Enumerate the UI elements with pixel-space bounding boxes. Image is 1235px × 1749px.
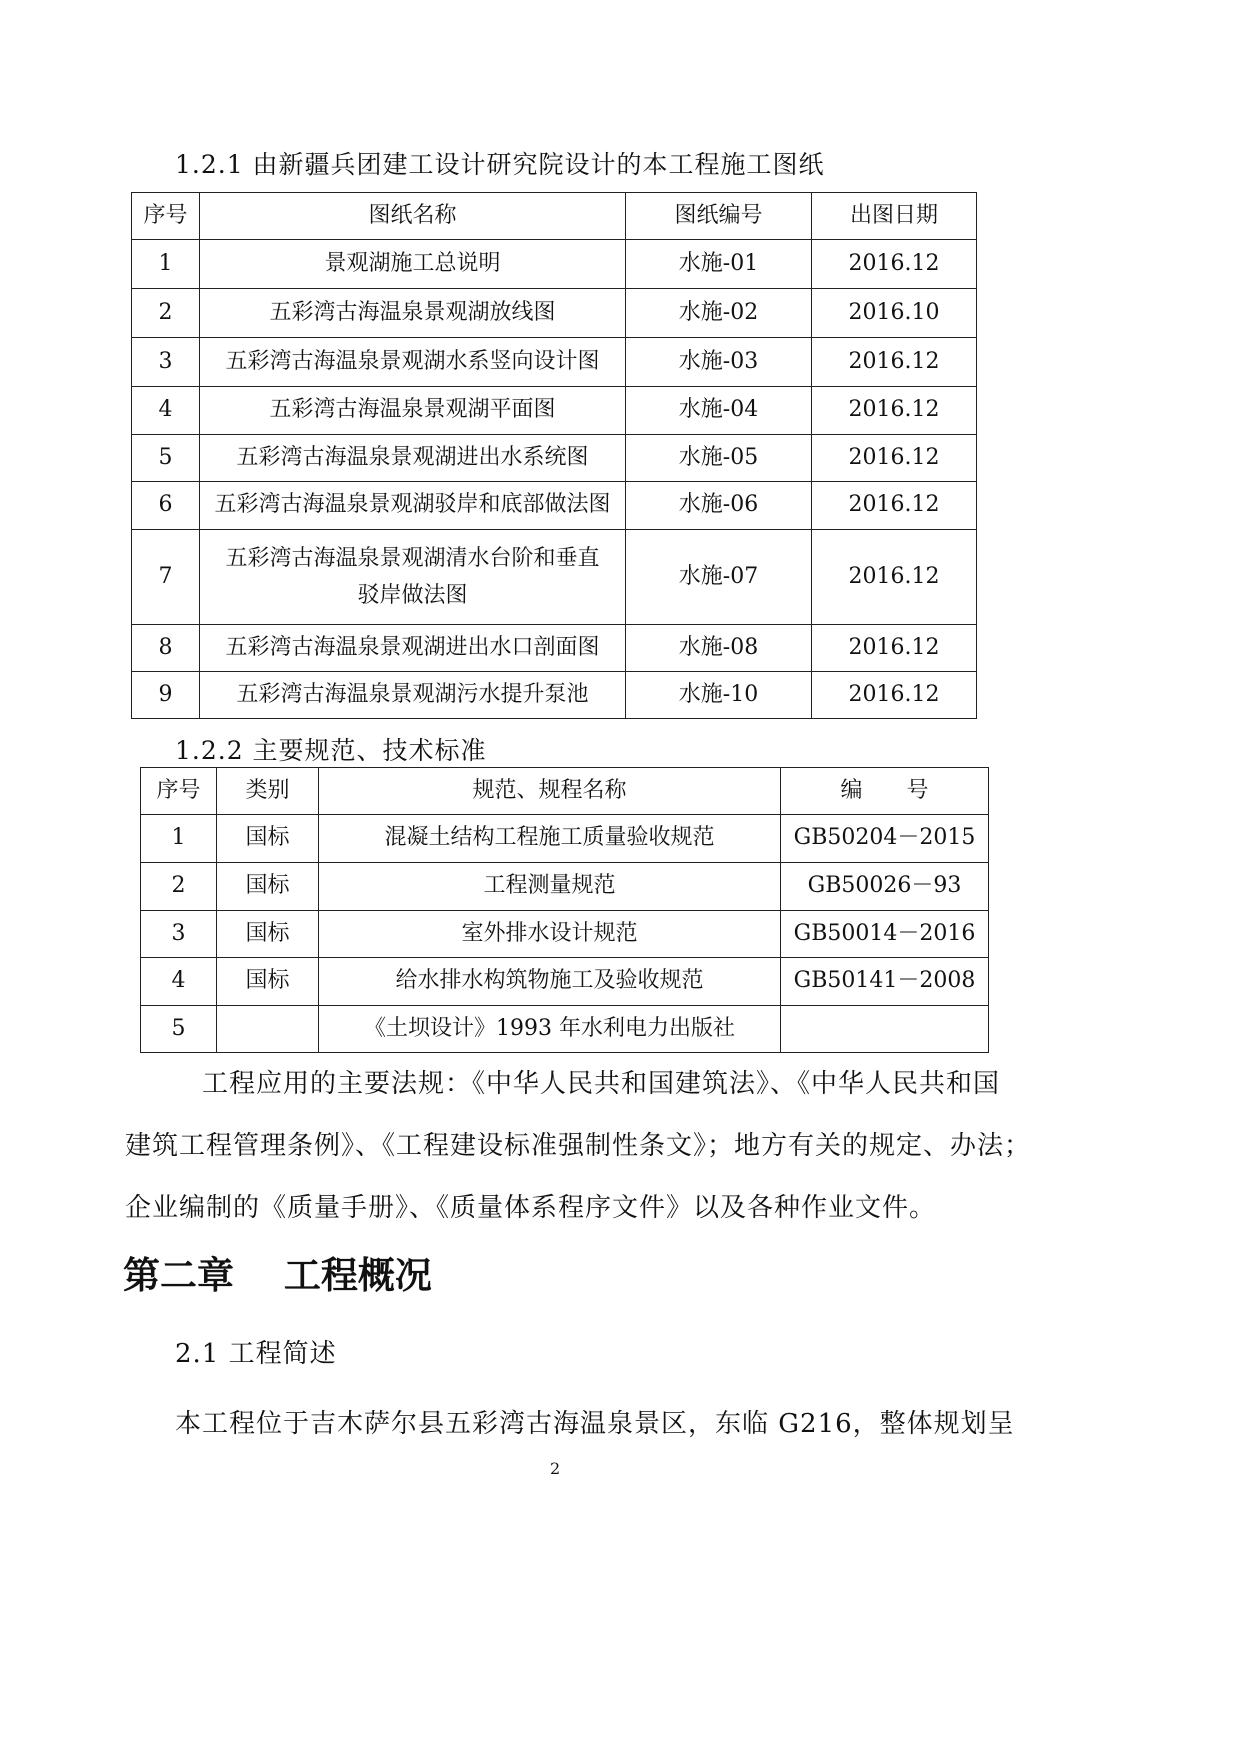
standard-name: 混凝土结构工程施工质量验收规范 bbox=[319, 815, 781, 863]
row-number: 3 bbox=[141, 911, 217, 958]
standards-table bbox=[140, 767, 989, 1053]
drawing-date: 2016.12 bbox=[812, 625, 977, 672]
drawing-code: 水施-03 bbox=[626, 338, 812, 387]
drawing-code: 水施-06 bbox=[626, 482, 812, 530]
drawing-code: 水施-10 bbox=[626, 672, 812, 719]
row-number: 1 bbox=[141, 815, 217, 863]
drawing-date: 2016.12 bbox=[812, 240, 977, 289]
body-text: 本工程位于吉木萨尔县五彩湾古海温泉景区，东临 G216，整体规划呈 bbox=[175, 1409, 1015, 1439]
table-row bbox=[141, 958, 989, 1006]
chapter-heading: 第二章 工程概况 bbox=[123, 1254, 432, 1297]
drawing-date: 2016.12 bbox=[812, 672, 977, 719]
drawing-name: 五彩湾古海温泉景观湖进出水系统图 bbox=[200, 435, 626, 482]
column-header: 规范、规程名称 bbox=[319, 768, 781, 815]
table-row bbox=[132, 387, 977, 435]
standard-name: 工程测量规范 bbox=[319, 863, 781, 911]
drawing-code: 水施-07 bbox=[626, 530, 812, 625]
table-row bbox=[132, 289, 977, 338]
column-header: 序号 bbox=[141, 768, 217, 815]
table-header-row bbox=[141, 768, 989, 815]
table-row bbox=[132, 338, 977, 387]
standard-code: GB50141－2008 bbox=[781, 958, 989, 1006]
page-number: 2 bbox=[550, 1459, 561, 1478]
column-header: 序号 bbox=[132, 193, 200, 240]
column-header: 类别 bbox=[217, 768, 319, 815]
row-number: 5 bbox=[141, 1006, 217, 1053]
standard-type: 国标 bbox=[217, 815, 319, 863]
table-header-row bbox=[132, 193, 977, 240]
standard-name: 给水排水构筑物施工及验收规范 bbox=[319, 958, 781, 1006]
drawing-code: 水施-05 bbox=[626, 435, 812, 482]
table-row bbox=[132, 672, 977, 719]
row-number: 1 bbox=[132, 240, 200, 289]
table-row bbox=[132, 530, 977, 625]
standard-name: 室外排水设计规范 bbox=[319, 911, 781, 958]
column-header: 图纸名称 bbox=[200, 193, 626, 240]
standard-name: 《土坝设计》1993 年水利电力出版社 bbox=[319, 1006, 781, 1053]
section-121-title: 1.2.1 由新疆兵团建工设计研究院设计的本工程施工图纸 bbox=[175, 150, 825, 179]
drawing-name: 五彩湾古海温泉景观湖水系竖向设计图 bbox=[200, 338, 626, 387]
drawing-code: 水施-08 bbox=[626, 625, 812, 672]
standard-code: GB50026－93 bbox=[781, 863, 989, 911]
standard-type: 国标 bbox=[217, 863, 319, 911]
regulations-line: 企业编制的《质量手册》、《质量体系程序文件》以及各种作业文件。 bbox=[125, 1193, 937, 1223]
regulations-line: 建筑工程管理条例》、《工程建设标准强制性条文》；地方有关的规定、办法； bbox=[125, 1131, 1032, 1161]
standard-code: GB50204－2015 bbox=[781, 815, 989, 863]
row-number: 2 bbox=[132, 289, 200, 338]
row-number: 9 bbox=[132, 672, 200, 719]
table-row bbox=[141, 815, 989, 863]
row-number: 5 bbox=[132, 435, 200, 482]
row-number: 4 bbox=[132, 387, 200, 435]
regulations-line: 工程应用的主要法规：《中华人民共和国建筑法》、《中华人民共和国 bbox=[202, 1069, 1001, 1099]
section-21-title: 2.1 工程简述 bbox=[175, 1339, 337, 1369]
table-row bbox=[132, 625, 977, 672]
row-number: 7 bbox=[132, 530, 200, 625]
standard-code: GB50014－2016 bbox=[781, 911, 989, 958]
drawing-code: 水施-01 bbox=[626, 240, 812, 289]
drawing-name: 五彩湾古海温泉景观湖清水台阶和垂直驳岸做法图 bbox=[200, 530, 626, 625]
row-number: 4 bbox=[141, 958, 217, 1006]
row-number: 2 bbox=[141, 863, 217, 911]
row-number: 8 bbox=[132, 625, 200, 672]
drawing-name: 景观湖施工总说明 bbox=[200, 240, 626, 289]
table-row bbox=[132, 435, 977, 482]
column-header: 出图日期 bbox=[812, 193, 977, 240]
column-header: 图纸编号 bbox=[626, 193, 812, 240]
drawing-date: 2016.12 bbox=[812, 435, 977, 482]
drawing-date: 2016.12 bbox=[812, 530, 977, 625]
table-row bbox=[141, 863, 989, 911]
standard-type: 国标 bbox=[217, 958, 319, 1006]
column-header: 编 号 bbox=[781, 768, 989, 815]
standard-code bbox=[781, 1006, 989, 1053]
drawing-name: 五彩湾古海温泉景观湖进出水口剖面图 bbox=[200, 625, 626, 672]
standard-type: 国标 bbox=[217, 911, 319, 958]
drawing-name: 五彩湾古海温泉景观湖驳岸和底部做法图 bbox=[200, 482, 626, 530]
drawing-code: 水施-04 bbox=[626, 387, 812, 435]
drawing-date: 2016.12 bbox=[812, 387, 977, 435]
drawing-date: 2016.10 bbox=[812, 289, 977, 338]
table-row bbox=[132, 240, 977, 289]
row-number: 3 bbox=[132, 338, 200, 387]
drawing-date: 2016.12 bbox=[812, 482, 977, 530]
standard-type bbox=[217, 1006, 319, 1053]
section-122-title: 1.2.2 主要规范、技术标准 bbox=[175, 736, 487, 765]
table-row bbox=[132, 482, 977, 530]
drawing-name: 五彩湾古海温泉景观湖平面图 bbox=[200, 387, 626, 435]
drawing-name: 五彩湾古海温泉景观湖放线图 bbox=[200, 289, 626, 338]
row-number: 6 bbox=[132, 482, 200, 530]
table-row bbox=[141, 1006, 989, 1053]
table-row bbox=[141, 911, 989, 958]
drawing-name: 五彩湾古海温泉景观湖污水提升泵池 bbox=[200, 672, 626, 719]
drawing-code: 水施-02 bbox=[626, 289, 812, 338]
drawings-table bbox=[131, 192, 977, 719]
drawing-date: 2016.12 bbox=[812, 338, 977, 387]
